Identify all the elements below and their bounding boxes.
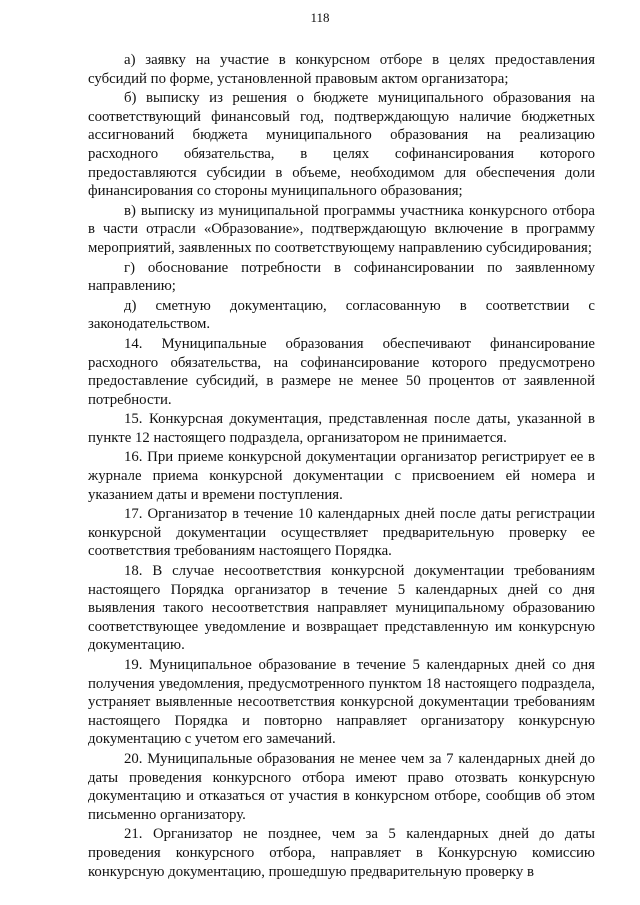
paragraph-15: 15. Конкурсная документация, представленная после даты, указанной в пункте 12 настоящего подраздела, организатором не принимается. — [88, 411, 595, 446]
paragraph-v-program-extract: в) выписку из муниципальной программы участника конкурсного отбора в части отрасли «Образование», подтверждающую включение в программу мероприятий, заявленных по соответствующему направлению субсидирования; — [88, 202, 595, 256]
paragraph-20: 20. Муниципальные образования не менее чем за 7 календарных дней до даты проведения конкурсного отбора имеют право отозвать конкурсную документацию и отказаться от участия в конкурсном отборе, сообщив об этом письменно организатору. — [88, 750, 595, 823]
document-body — [88, 51, 595, 882]
paragraph-21: 21. Организатор не позднее, чем за 5 календарных дней до даты проведения конкурсного отбора, направляет в Конкурсную комиссию конкурсную документацию, прошедшую предварительную проверку в — [88, 826, 595, 880]
paragraph-14: 14. Муниципальные образования обеспечивают финансирование расходного обязательства, на софинансирование которого предусмотрено предоставление субсидий, в размере не менее 50 процентов от заявленной потребности. — [88, 335, 595, 408]
paragraph-16: 16. При приеме конкурсной документации организатор регистрирует ее в журнале приема конкурсной документации с присвоением ей номера и указанием даты и времени поступления. — [88, 449, 595, 503]
page-number: 118 — [310, 10, 330, 25]
paragraph-18: 18. В случае несоответствия конкурсной документации требованиям настоящего Порядка организатор в течение 5 календарных дней со дня выявления такого несоответствия направляет муниципальному образованию соответствующее уведомление и возвращает представленную им конкурсную документацию. — [88, 563, 595, 654]
paragraph-b-budget-extract: б) выписку из решения о бюджете муниципального образования на соответствующий финансовый год, подтверждающую наличие бюджетных ассигнований бюджета муниципального образования на реализацию расходного обязательства, в целях софинансирования которого предоставляются субсидии в объеме, необходимом для обеспечения доли финансирования со стороны муниципального образования; — [88, 90, 595, 200]
paragraph-a-application: а) заявку на участие в конкурсном отборе в целях предоставления субсидий по форме, установленной правовым актом организатора; — [88, 52, 595, 87]
paragraph-17: 17. Организатор в течение 10 календарных дней после даты регистрации конкурсной документации осуществляет предварительную проверку ее соответствия требованиям настоящего Порядка. — [88, 506, 595, 560]
paragraph-19: 19. Муниципальное образование в течение 5 календарных дней со дня получения уведомления, предусмотренного пунктом 18 настоящего подраздела, устраняет выявленные несоответствия конкурсной документации требованиям настоящего Порядка и повторно направляет организатору конкурсную документацию с учетом его замечаний. — [88, 657, 595, 748]
paragraph-d-estimate-docs: д) сметную документацию, согласованную в соответствии с законодательством. — [88, 297, 595, 333]
paragraph-g-justification: г) обоснование потребности в софинансировании по заявленному направлению; — [88, 259, 595, 295]
